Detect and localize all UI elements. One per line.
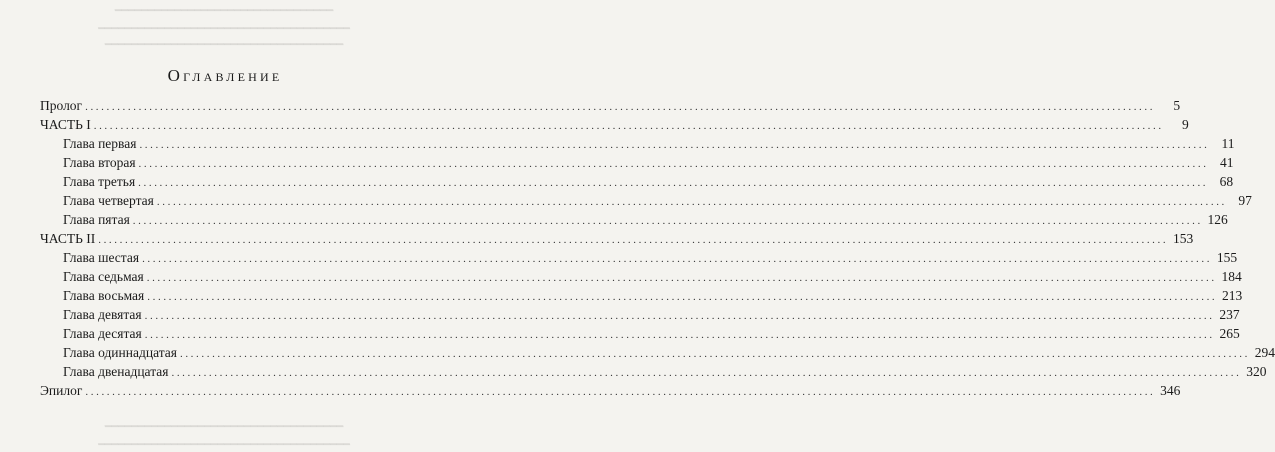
toc-entry-page: 41 [1209,153,1234,172]
bleed-through-text: ━━━━━━━━━━━━━━━━━━━━━━━━━━━━━━━━━ [115,5,335,17]
dot-leader: ........................................................................................................................................................................................................ [179,348,1250,360]
dot-leader: ........................................................................................................................................................................................................ [144,310,1215,322]
toc-entry [40,134,1235,153]
toc-entry-label: Глава третья [40,172,138,191]
toc-entry-page: 11 [1209,134,1234,153]
toc-entry [40,191,1252,210]
dot-leader: ........................................................................................................................................................................................................ [98,234,1169,246]
page-title: Оглавление [167,66,283,85]
toc-entry-page: 68 [1208,172,1233,191]
bleed-through-text: ━━━━━━━━━━━━━━━━━━━━━━━━━━━━━━━━━━━━━━ [99,439,351,451]
dot-leader: ........................................................................................................................................................................................................ [144,329,1215,341]
toc-entry [40,381,1181,400]
toc-entry [40,115,1189,134]
dot-leader: ........................................................................................................................................................................................................ [138,158,1209,170]
toc-entry-page: 237 [1215,305,1240,324]
toc-entry-page: 155 [1212,248,1237,267]
toc-entry-label: Глава десятая [40,324,145,343]
toc-entry-page: 153 [1168,229,1193,248]
toc-entry-page: 126 [1203,210,1228,229]
toc-entry-label: Глава седьмая [40,267,147,286]
toc-entry [40,248,1238,267]
toc-entry-label: ЧАСТЬ I [40,115,94,134]
toc-entry-label: Глава шестая [40,248,142,267]
toc-entry [40,267,1242,286]
toc-entry-label: Глава пятая [40,210,133,229]
toc-entry [40,210,1228,229]
toc-entry [40,286,1243,305]
dot-leader: ........................................................................................................................................................................................................ [147,291,1218,303]
toc-entry [40,305,1240,324]
toc-entry-page: 265 [1215,324,1240,343]
toc-entry-label: Глава одиннадцатая [40,343,180,362]
dot-leader: ........................................................................................................................................................................................................ [142,253,1213,265]
dot-leader: ........................................................................................................................................................................................................ [93,120,1164,132]
toc-entry-page: 184 [1217,267,1242,286]
dot-leader: ........................................................................................................................................................................................................ [171,367,1242,379]
toc-entry-label: Эпилог [40,381,85,400]
toc-entry-page: 320 [1241,362,1266,381]
toc-entry [40,229,1194,248]
toc-entry [40,362,1267,381]
dot-leader: ........................................................................................................................................................................................................ [132,215,1203,227]
toc-entry-label: Глава девятая [40,305,145,324]
toc-entry-label: ЧАСТЬ II [40,229,98,248]
toc-entry [40,153,1234,172]
toc-entry-label: Пролог [40,96,85,115]
toc-entry-label: Глава четвертая [40,191,157,210]
toc-entry-label: Глава двенадцатая [40,362,171,381]
table-of-contents [40,96,1275,400]
dot-leader: ........................................................................................................................................................................................................ [139,139,1210,151]
toc-entry [40,96,1181,115]
toc-entry-page: 294 [1250,343,1275,362]
bleed-through-text: ━━━━━━━━━━━━━━━━━━━━━━━━━━━━━━━━━━━━━━ [99,23,351,35]
toc-entry-label: Глава вторая [40,153,139,172]
toc-entry-label: Глава первая [40,134,139,153]
bleed-through-text: ━━━━━━━━━━━━━━━━━━━━━━━━━━━━━━━━━━━━ [105,39,345,51]
toc-entry [40,172,1234,191]
dot-leader: ........................................................................................................................................................................................................ [85,101,1156,113]
dot-leader: ........................................................................................................................................................................................................ [85,386,1156,398]
toc-entry-page: 9 [1164,115,1189,134]
dot-leader: ........................................................................................................................................................................................................ [156,196,1227,208]
toc-entry-page: 346 [1155,381,1180,400]
toc-entry [40,343,1275,362]
toc-entry-page: 5 [1155,96,1180,115]
toc-entry [40,324,1240,343]
toc-entry-page: 97 [1227,191,1252,210]
toc-entry-label: Глава восьмая [40,286,147,305]
dot-leader: ........................................................................................................................................................................................................ [146,272,1217,284]
toc-entry-page: 213 [1217,286,1242,305]
bleed-through-text: ━━━━━━━━━━━━━━━━━━━━━━━━━━━━━━━━━━━━ [105,421,345,433]
dot-leader: ........................................................................................................................................................................................................ [138,177,1209,189]
